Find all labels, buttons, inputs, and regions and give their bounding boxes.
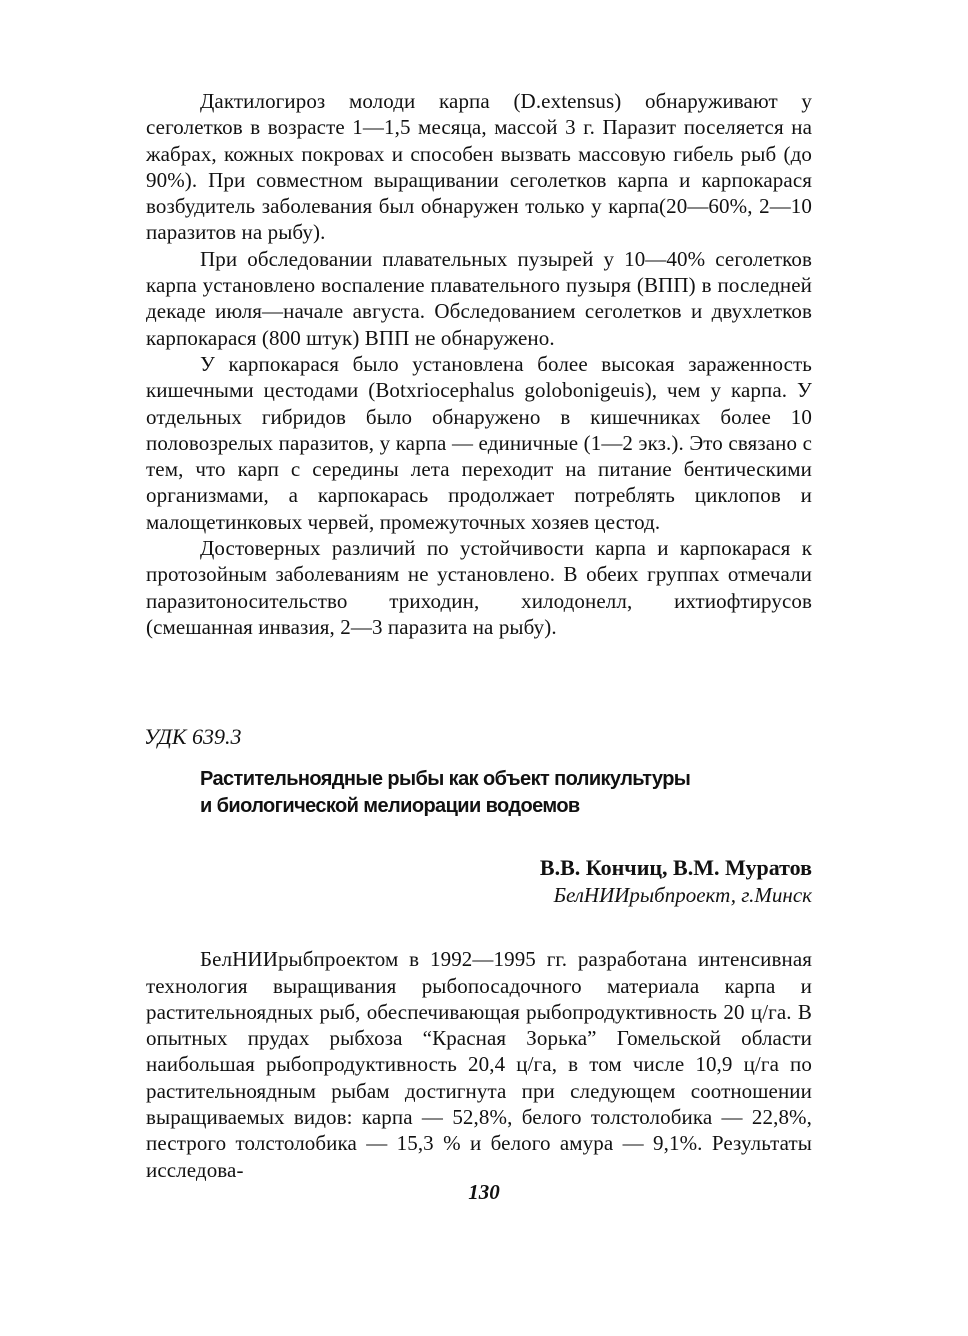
- paragraph-swim-bladder: При обследовании плавательных пузырей у 10—40% сеголетков карпа установлено воспаление плавательного пузыря (ВПП) в последней декаде июля—начале августа. Обследованием сеголетков и двухлетков карпокарася (800 штук) ВПП не обнаружено.: [146, 246, 812, 350]
- article-title: [200, 766, 812, 820]
- section-gap: [146, 640, 812, 724]
- paragraph-cestodes: У карпокарася было установлена более высокая зараженность кишечными цестодами (Botxriocephalus golobonigeuis), чем у карпа. У отдельных гибридов было обнаружено в кишечниках более 10 половозрелых паразитов, у карпа — единичные (1—2 экз.). Это связано с тем, что карп с середины лета переходит на питание бентическими организмами, а карпокарась продолжает потреблять циклопов и малощетинковых червей, промежуточных хозяев цестод.: [146, 351, 812, 534]
- article-body-paragraph: БелНИИрыбпроектом в 1992—1995 гг. разработана интенсивная технология выращивания рыбопосадочного материала карпа и растительноядных рыб, обеспечивающая рыбопродуктивность 20 ц/га. В опытных прудах рыбхоза “Красная Зорька” Гомельской области наибольшая рыбопродуктивность 20,4 ц/га, в том числе 10,9 ц/га по растительноядным рыбам достигнута при следующем соотношении выращиваемых видов: карпа — 52,8%, белого толстолобика — 22,8%, пестрого толстолобика — 15,3 % и белого амура — 9,1%. Результаты исследова-: [146, 947, 812, 1182]
- affiliation: БелНИИрыбпроект, г.Минск: [553, 883, 812, 908]
- article-title-line-1: Растительноядные рыбы как объект поликультуры: [200, 768, 691, 791]
- page-content: [146, 88, 812, 1183]
- page-number: 130: [468, 1180, 500, 1204]
- authors: В.В. Кончиц, В.М. Муратов: [539, 855, 812, 881]
- udk-code: УДК 639.3: [144, 724, 242, 750]
- paragraph-dactylogyrosis: Дактилогироз молоди карпа (D.extensus) обнаруживают у сеголетков в возрасте 1—1,5 месяца, массой 3 г. Паразит поселяется на жабрах, кожных покровах и способен вызвать массовую гибель рыб (до 90%). При совместном выращивании сеголетков карпа и карпокарася возбудитель заболевания был обнаружен только у карпа(20—60%, 2—10 паразитов на рыбу).: [146, 89, 812, 245]
- paragraph-protozoan: Достоверных различий по устойчивости карпа и карпокарася к протозойным заболеваниям не установлено. В обеих группах отмечали паразитоносительство триходин, хилодонелл, ихтиофтирусов (смешанная инвазия, 2—3 паразита на рыбу).: [146, 536, 812, 639]
- article-title-line-2: и биологической мелиорации водоемов: [200, 795, 580, 818]
